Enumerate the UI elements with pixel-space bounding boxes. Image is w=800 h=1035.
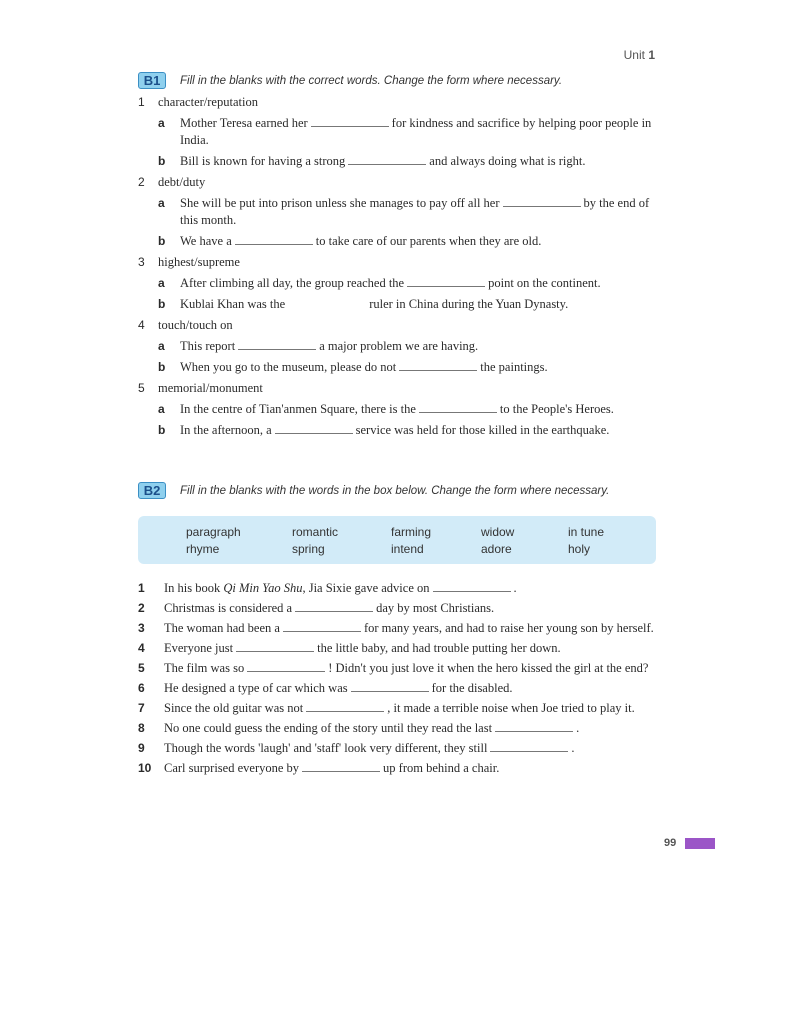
sentence-text: up from behind a chair. — [383, 761, 500, 775]
question-2b — [158, 233, 658, 250]
section-b1-instruction: Fill in the blanks with the correct words. Change the form where necessary. — [180, 74, 563, 87]
sentence-7 — [138, 700, 658, 717]
answer-blank[interactable] — [238, 338, 316, 350]
sentence-6 — [138, 680, 658, 697]
page-number-bar — [685, 838, 715, 849]
question-3 — [138, 254, 658, 271]
item-text: When you go to the museum, please do not — [180, 360, 397, 374]
question-5 — [138, 380, 658, 397]
sentence-number: 7 — [138, 701, 145, 715]
sentence-text: . — [576, 721, 580, 735]
item-text: point on the continent. — [488, 276, 601, 290]
sentence-number: 2 — [138, 601, 145, 615]
answer-blank[interactable] — [351, 680, 429, 692]
section-b2-instruction: Fill in the blanks with the words in the box below. Change the form where necessary. — [180, 484, 610, 497]
item-text: to the People's Heroes. — [499, 402, 614, 416]
section-b1-header — [138, 72, 562, 89]
question-number: 1 — [138, 95, 145, 109]
question-1b — [158, 153, 658, 170]
question-4a — [158, 338, 658, 355]
sentence-text: day by most Christians. — [376, 601, 495, 615]
word-box — [138, 516, 656, 564]
sentence-text: In his book — [164, 581, 221, 595]
item-letter: b — [158, 154, 166, 168]
item-text: She will be put into prison unless she manages to pay off all her — [180, 196, 500, 210]
sentence-2 — [138, 600, 658, 617]
item-letter: a — [158, 339, 165, 353]
question-number: 3 — [138, 255, 145, 269]
item-letter: b — [158, 234, 166, 248]
sentence-text: , it made a terrible noise when Joe tried to play it. — [387, 701, 635, 715]
section-b2-list — [138, 580, 658, 777]
word-box-word: rhyme — [186, 542, 220, 556]
word-box-word: in tune — [568, 525, 605, 539]
question-3b — [158, 296, 658, 313]
item-text: and always doing what is right. — [429, 154, 586, 168]
item-text: for kindness and sacrifice by helping poor people in India. — [180, 116, 652, 147]
unit-label — [624, 48, 655, 62]
question-number: 4 — [138, 318, 145, 332]
sentence-text: . — [571, 741, 575, 755]
answer-blank[interactable] — [247, 660, 325, 672]
word-box-word: paragraph — [186, 525, 241, 539]
item-letter: a — [158, 116, 165, 130]
sentence-number: 5 — [138, 661, 145, 675]
answer-blank[interactable] — [283, 620, 361, 632]
question-number: 2 — [138, 175, 145, 189]
section-b2-header — [138, 482, 609, 499]
unit-number: 1 — [648, 48, 655, 62]
answer-blank[interactable] — [503, 195, 581, 207]
section-b1-list — [138, 94, 658, 439]
sentence-1 — [138, 580, 658, 597]
word-box-word: adore — [481, 542, 512, 556]
sentence-text: The film was so — [164, 661, 245, 675]
sentence-4 — [138, 640, 658, 657]
question-2a — [158, 195, 658, 229]
sentence-9 — [138, 740, 658, 757]
page-number: 99 — [664, 837, 677, 849]
word-box-word: farming — [391, 525, 432, 539]
question-words: debt/duty — [158, 175, 206, 189]
word-box-word: romantic — [292, 525, 339, 539]
item-letter: a — [158, 276, 165, 290]
sentence-text: , Jia Sixie gave advice on — [302, 581, 430, 595]
item-letter: b — [158, 297, 166, 311]
question-3a — [158, 275, 658, 292]
item-text: After climbing all day, the group reached the — [180, 276, 405, 290]
sentence-number: 4 — [138, 641, 145, 655]
question-words: touch/touch on — [158, 318, 233, 332]
sentence-text: He designed a type of car which was — [164, 681, 348, 695]
sentence-text: Though the words 'laugh' and 'staff' look very different, they still — [164, 741, 488, 755]
word-box-word: intend — [391, 542, 424, 556]
answer-blank[interactable] — [433, 580, 511, 592]
question-number: 5 — [138, 381, 145, 395]
item-text: In the afternoon, a — [180, 423, 272, 437]
question-1a — [158, 115, 658, 149]
question-4 — [138, 317, 658, 334]
sentence-5 — [138, 660, 658, 677]
section-b2-badge: B2 — [138, 482, 166, 499]
question-words: memorial/monument — [158, 381, 263, 395]
answer-blank[interactable] — [495, 720, 573, 732]
sentence-number: 10 — [138, 761, 152, 775]
word-box-word: widow — [481, 525, 515, 539]
answer-blank[interactable] — [399, 359, 477, 371]
unit-word: Unit — [623, 48, 645, 62]
question-5a — [158, 401, 658, 418]
sentence-number: 3 — [138, 621, 145, 635]
question-2 — [138, 174, 658, 191]
item-text: the paintings. — [480, 360, 548, 374]
sentence-3 — [138, 620, 658, 637]
item-text: by the end of this month. — [180, 196, 650, 227]
sentence-8 — [138, 720, 658, 737]
sentence-text: the little baby, and had trouble putting her down. — [317, 641, 561, 655]
sentence-text: . — [513, 581, 517, 595]
sentence-number: 9 — [138, 741, 145, 755]
answer-blank[interactable] — [348, 153, 426, 165]
question-1 — [138, 94, 658, 111]
word-box-word: holy — [568, 542, 591, 556]
item-text: This report — [180, 339, 236, 353]
answer-blank[interactable] — [275, 422, 353, 434]
answer-blank[interactable] — [490, 740, 568, 752]
item-letter: b — [158, 360, 166, 374]
sentence-text: Carl surprised everyone by — [164, 761, 300, 775]
question-words: highest/supreme — [158, 255, 240, 269]
answer-blank[interactable] — [311, 115, 389, 127]
answer-blank[interactable] — [302, 760, 380, 772]
sentence-number: 8 — [138, 721, 145, 735]
item-text: a major problem we are having. — [319, 339, 479, 353]
sentence-text: ! Didn't you just love it when the hero kissed the girl at the end? — [328, 661, 649, 675]
sentence-number: 1 — [138, 581, 145, 595]
item-text: Mother Teresa earned her — [180, 116, 308, 130]
sentence-text: Since the old guitar was not — [164, 701, 304, 715]
sentence-10 — [138, 760, 658, 777]
item-text: service was held for those killed in the earthquake. — [355, 423, 610, 437]
sentence-text: The woman had been a — [164, 621, 280, 635]
sentence-text: Everyone just — [164, 641, 234, 655]
item-text: We have a — [180, 234, 232, 248]
sentence-text: for the disabled. — [431, 681, 513, 695]
question-5b — [158, 422, 658, 439]
sentence-number: 6 — [138, 681, 145, 695]
question-words: character/reputation — [158, 95, 258, 109]
item-text: to take care of our parents when they are old. — [315, 234, 542, 248]
answer-blank[interactable] — [407, 275, 485, 287]
item-text: Bill is known for having a strong — [180, 154, 346, 168]
answer-blank[interactable] — [235, 233, 313, 245]
item-text: ruler in China during the Yuan Dynasty. — [369, 297, 569, 311]
sentence-text: for many years, and had to raise her young son by herself. — [363, 621, 654, 635]
answer-blank[interactable] — [306, 700, 384, 712]
book-title: Qi Min Yao Shu — [223, 581, 303, 595]
word-box-word: spring — [292, 542, 325, 556]
item-letter: b — [158, 423, 166, 437]
item-letter: a — [158, 196, 165, 210]
answer-blank[interactable] — [295, 600, 373, 612]
answer-blank[interactable] — [236, 640, 314, 652]
item-text: Kublai Khan was the — [180, 297, 286, 311]
sentence-text: No one could guess the ending of the story until they read the last — [164, 721, 493, 735]
section-b1-badge: B1 — [138, 72, 166, 89]
item-text: In the centre of Tian'anmen Square, there is the — [180, 402, 416, 416]
question-4b — [158, 359, 658, 376]
answer-blank[interactable] — [419, 401, 497, 413]
sentence-text: Christmas is considered a — [164, 601, 293, 615]
item-letter: a — [158, 402, 165, 416]
